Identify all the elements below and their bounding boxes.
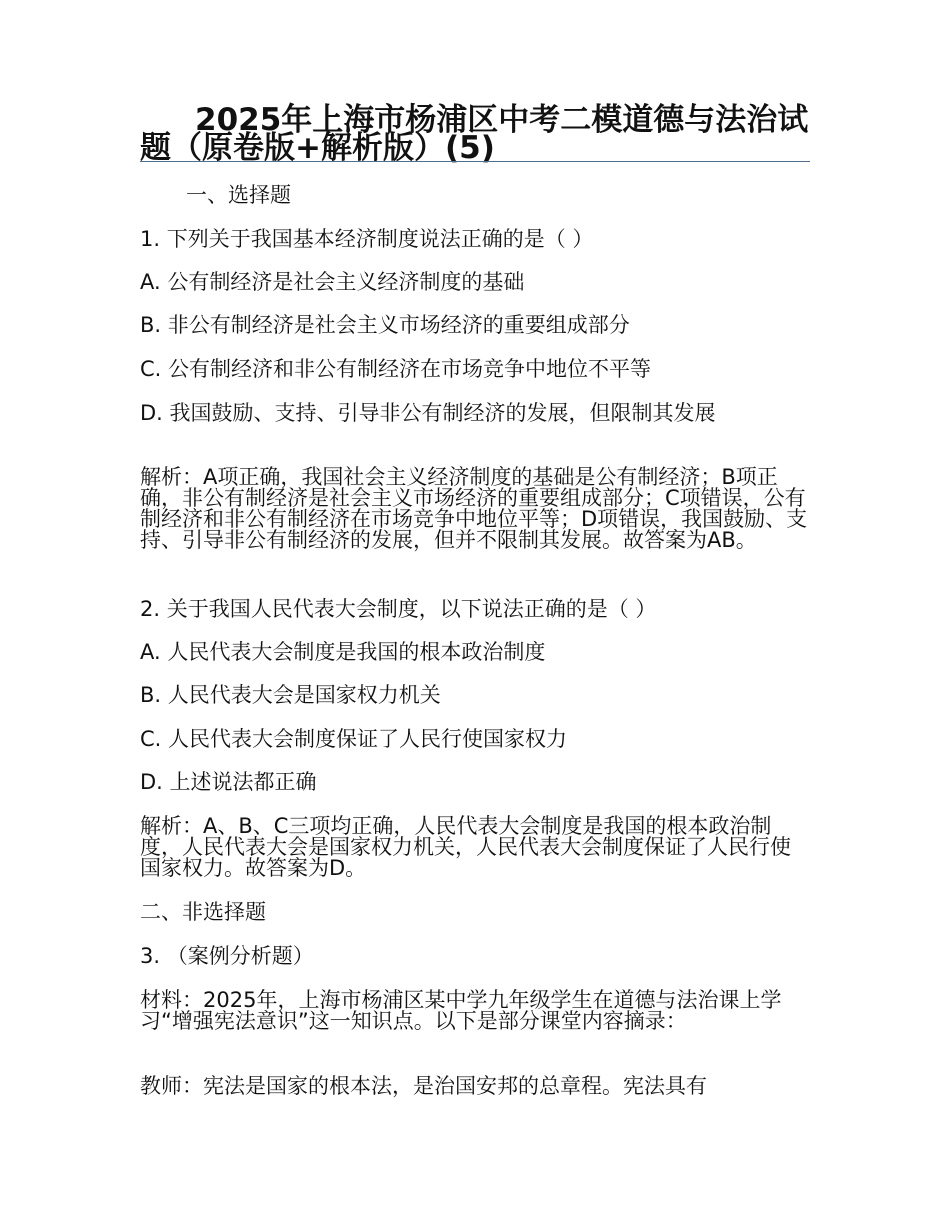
- title-divider: [140, 161, 810, 162]
- question-2-option-c: C. 人民代表大会制度保证了人民行使国家权力: [140, 727, 568, 751]
- question-1-option-b: B. 非公有制经济是社会主义市场经济的重要组成部分: [140, 313, 630, 337]
- section-heading-nonchoice: 二、非选择题: [140, 900, 266, 924]
- question-1-stem: 1. 下列关于我国基本经济制度说法正确的是（ ）: [140, 227, 594, 251]
- section-heading-choice: 一、选择题: [186, 183, 291, 207]
- question-2-option-a: A. 人民代表大会制度是我国的根本政治制度: [140, 640, 546, 664]
- page-title: 2025年上海市杨浦区中考二模道德与法治试题（原卷版+解析版）(5): [140, 102, 809, 166]
- question-2-option-d: D. 上述说法都正确: [140, 770, 317, 794]
- question-3-teacher-line: 教师：宪法是国家的根本法，是治国安邦的总章程。宪法具有: [140, 1074, 707, 1098]
- question-1-analysis: 解析：A项正确，我国社会主义经济制度的基础是公有制经济；B项正确，非公有制经济是社会主义市场经济的重要组成部分；C项错误，公有制经济和非公有制经济在市场竞争中地位平等；D项错误，我国鼓励、支持、引导非公有制经济的发展，但并不限制其发展。故答案为AB。: [140, 465, 808, 552]
- question-1-option-d: D. 我国鼓励、支持、引导非公有制经济的发展，但限制其发展: [140, 401, 716, 425]
- question-1-option-c: C. 公有制经济和非公有制经济在市场竞争中地位不平等: [140, 357, 652, 381]
- question-3-stem: 3. （案例分析题）: [140, 944, 314, 968]
- question-2-option-b: B. 人民代表大会是国家权力机关: [140, 683, 441, 707]
- question-2-analysis: 解析：A、B、C三项均正确，人民代表大会制度是我国的根本政治制度，人民代表大会是国家权力机关，人民代表大会制度保证了人民行使国家权力。故答案为D。: [140, 814, 791, 880]
- question-1-option-a: A. 公有制经济是社会主义经济制度的基础: [140, 270, 525, 294]
- question-2-stem: 2. 关于我国人民代表大会制度，以下说法正确的是（ ）: [140, 597, 657, 621]
- question-3-material: 材料：2025年，上海市杨浦区某中学九年级学生在道德与法治课上学习“增强宪法意识”这一知识点。以下是部分课堂内容摘录：: [140, 988, 782, 1033]
